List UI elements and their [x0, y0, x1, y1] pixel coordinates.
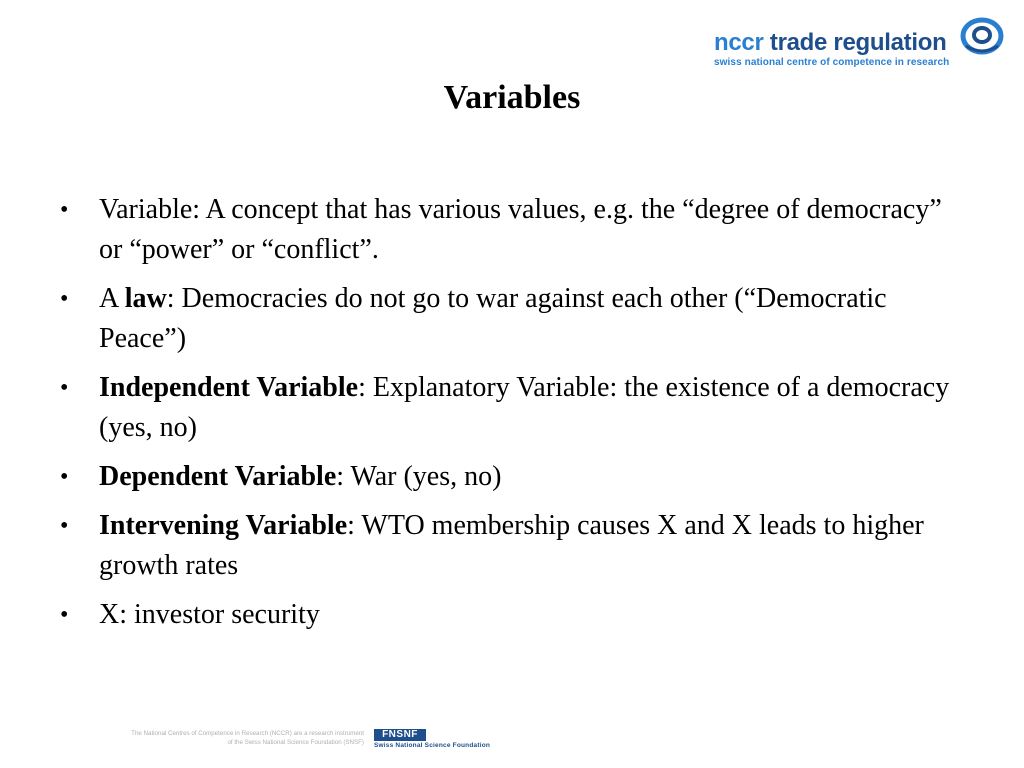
logo-brand-part2: trade regulation	[769, 29, 947, 56]
bullet-item	[56, 457, 971, 497]
bullet-list	[56, 190, 971, 644]
bullet-text: : Democracies do not go to war against each other (“Democratic Peace”)	[99, 283, 887, 354]
bullet-item	[56, 506, 971, 586]
nccr-logo	[714, 16, 1004, 72]
logo-wordmark	[714, 30, 946, 56]
snsf-caption: Swiss National Science Foundation	[374, 742, 491, 749]
bullet-text: : War (yes, no)	[336, 461, 502, 492]
bullet-item	[56, 595, 971, 635]
logo-brand-part1: nccr	[714, 29, 764, 56]
eye-icon	[960, 16, 1004, 56]
bullet-glyph: •	[60, 197, 69, 223]
bullet-glyph: •	[60, 513, 69, 539]
bullet-glyph: •	[60, 602, 69, 628]
bullet-text: Variable: A concept that has various values, e.g. the “degree of democracy” or “power” or “conflict”.	[99, 194, 942, 265]
bullet-text: X: investor security	[99, 599, 320, 630]
bullet-text: : Explanatory Variable: the existence of a democracy (yes, no)	[99, 372, 950, 443]
bullet-item	[56, 190, 971, 270]
bullet-prefix: A	[99, 283, 125, 314]
bullet-item	[56, 279, 971, 359]
slide-title: Variables	[443, 79, 581, 116]
footer	[60, 727, 510, 753]
bullet-glyph: •	[60, 286, 69, 312]
bullet-term: Intervening Variable	[99, 510, 348, 541]
footer-line: of the Swiss National Science Foundation (SNSF)	[227, 739, 364, 746]
bullet-glyph: •	[60, 464, 69, 490]
bullet-term: law	[124, 283, 167, 314]
snsf-logo: FNSNF	[374, 729, 426, 741]
bullet-term: Independent Variable	[99, 372, 359, 403]
footer-note	[60, 729, 364, 747]
bullet-term: Dependent Variable	[99, 461, 337, 492]
footer-line: The National Centres of Competence in Research (NCCR) are a research instrument	[131, 730, 364, 737]
logo-subtitle: swiss national centre of competence in research	[714, 57, 950, 68]
bullet-glyph: •	[60, 375, 69, 401]
bullet-item	[56, 368, 971, 448]
bullet-text: : WTO membership causes X and X leads to higher growth rates	[99, 510, 924, 581]
